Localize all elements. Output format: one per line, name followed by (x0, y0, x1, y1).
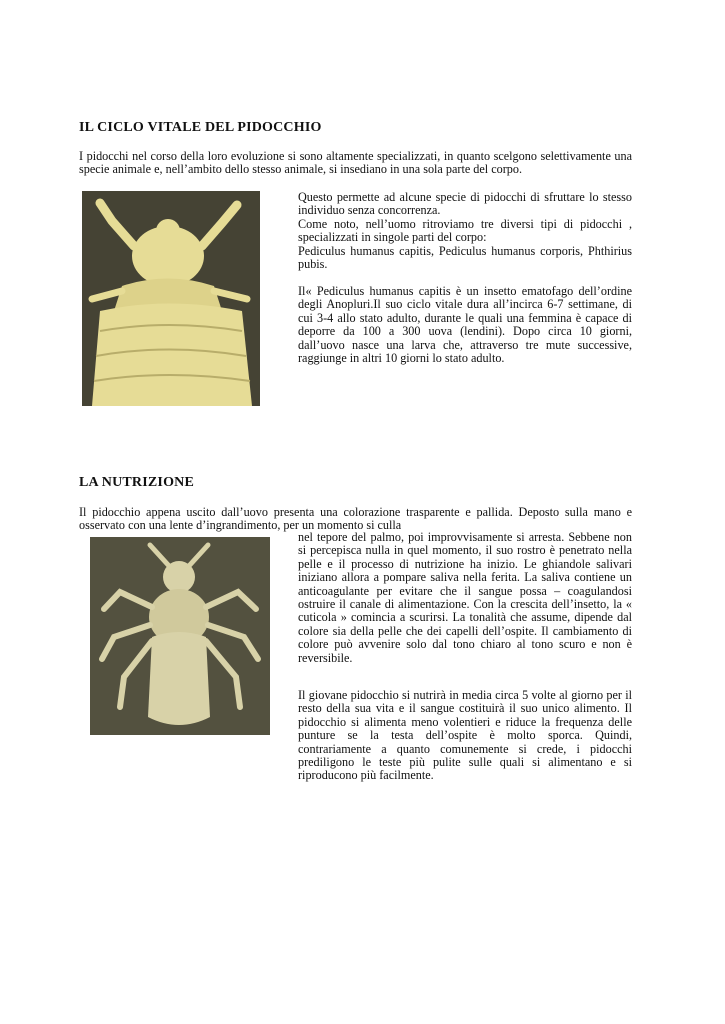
nutrizione-paragraph-1: nel tepore del palmo, poi improvvisamente si arresta. Sebbene non si percepisca nulla in quel momento, il suo rostro è penetrato nella pelle e il processo di nutrizione ha inizio. Le ghiandole salivari iniziano allora a pompare saliva nella ferita. La saliva contiene un anticoagulante per evitare che il sangue possa – coagulandosi ostruire il canale di alimentazione. Con la crescita dell’insetto, la « cuticola » comincia a scurirsi. La tonalità che assume, dipende dal colore sia della pelle che dei capelli dell’ospite. Il cambiamento di colore può avvenire solo dal tono chiaro al tono scuro e non è reversibile. (298, 530, 632, 665)
nutrizione-paragraph-2: Il giovane pidocchio si nutrirà in media circa 5 volte al giorno per il resto della sua vita e il sangue costituirà il suo unico alimento. Il pidocchio si alimenta meno volentieri e riduce la frequenza delle punture se la testa dell’ospite è molto sporca. Quindi, contrariamente a quanto comunemente si crede, i pidocchi prediligono le teste più pulite sulle quali si alimentano e si riproducono più facilmente. (298, 688, 632, 783)
ciclo-species-list: Pediculus humanus capitis, Pediculus humanus corporis, Phthirius pubis. (298, 244, 632, 272)
intro-paragraph-nutrizione: Il pidocchio appena uscito dall’uovo presenta una colorazione trasparente e pallida. Deposto sulla mano e osservato con una lente d’ingrandimento, per un momento si culla (79, 505, 632, 533)
section-title-nutrizione: LA NUTRIZIONE (79, 475, 195, 490)
ciclo-paragraph-1: Questo permette ad alcune specie di pidocchi di sfruttare lo stesso individuo senza concorrenza. (298, 190, 632, 218)
intro-paragraph-ciclo: I pidocchi nel corso della loro evoluzione si sono altamente specializzati, in quanto scelgono selettivamente una specie animale e, nell’ambito dello stesso animale, si insediano in una sola parte del corpo. (79, 149, 632, 177)
louse-whole-photo (90, 537, 270, 735)
ciclo-paragraph-2: Come noto, nell’uomo ritroviamo tre diversi tipi di pidocchi , specializzati in singole parti del corpo: (298, 217, 632, 245)
section-title-ciclo: IL CICLO VITALE DEL PIDOCCHIO (79, 120, 322, 135)
ciclo-paragraph-4: Il« Pediculus humanus capitis è un insetto ematofago dell’ordine degli Anopluri.Il suo ciclo vitale dura all’incirca 6-7 settimane, di cui 3-4 allo stato adulto, durante le quali una femmina è capace di deporre da 100 a 300 uova (lendini). Dopo circa 10 giorni, dall’uovo nasce una larva che, attraverso tre mute successive, raggiunge in altri 10 giorni lo stato adulto. (298, 284, 632, 366)
louse-head-photo (82, 191, 260, 406)
